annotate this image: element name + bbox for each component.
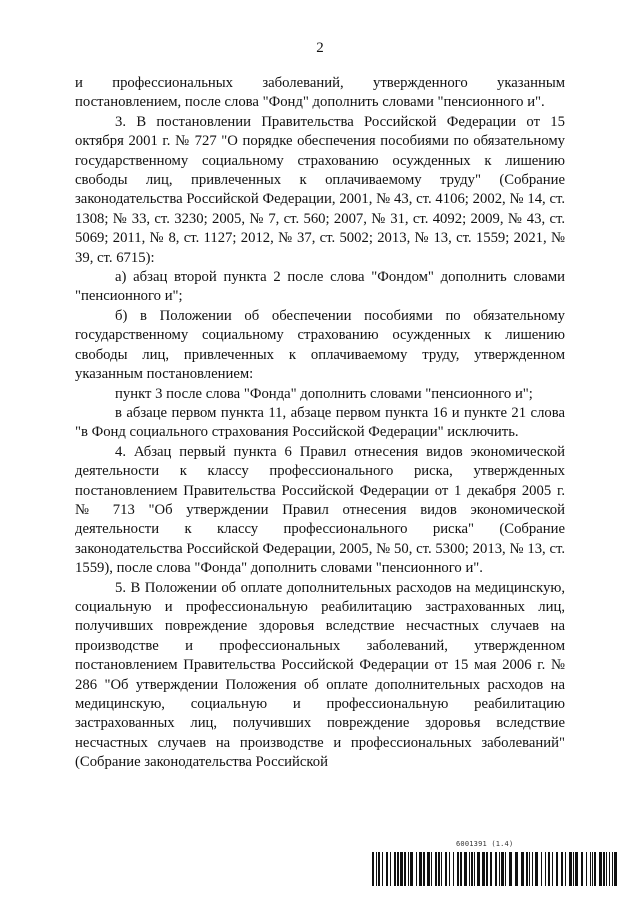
barcode-bar	[552, 852, 553, 886]
barcode-bar	[526, 852, 528, 886]
barcode-bar	[609, 852, 610, 886]
barcode-bar	[441, 852, 442, 886]
barcode-bar	[445, 852, 447, 886]
barcode-bar	[548, 852, 550, 886]
barcode-bar	[499, 852, 500, 886]
barcode-bar	[477, 852, 480, 886]
document-barcode	[372, 840, 618, 888]
barcode-bar	[541, 852, 542, 886]
barcode-bar	[495, 852, 497, 886]
barcode-bar	[586, 852, 587, 886]
barcode-bar	[575, 852, 578, 886]
barcode-bar	[490, 852, 492, 886]
barcode-bar	[599, 852, 602, 886]
barcode-bar	[386, 852, 388, 886]
barcode-bar	[573, 852, 574, 886]
barcode-bar	[453, 852, 454, 886]
barcode-bar	[505, 852, 506, 886]
paragraph-subitem-b: б) в Положении об обеспечении пособиями по обязательному государственному социальному страхованию осужденных к лишению свободы лиц, привлеченных к оплачиваемому труду, утвержденном указанным постановлением:	[75, 307, 565, 383]
paragraph-item-4: 4. Абзац первый пункта 6 Правил отнесения видов экономической деятельности к классу профессионального риска, утвержденных постановлением Правительства Российской Федерации от 1 декабря 2005 г. № 713 "Об утверждении Правил отнесения видов экономической деятельности к классу профессионального риска" (Собрание законодательства Российской Федерации, 2005, № 50, ст. 5300; 2013, № 13, ст. 1559), после слова "Фонда" дополнить словами "пенсионного и".	[75, 443, 565, 577]
barcode-bar	[372, 852, 374, 886]
barcode-bar	[535, 852, 538, 886]
barcode-bar	[404, 852, 406, 886]
barcode-bar	[457, 852, 459, 886]
barcode-bar	[382, 852, 383, 886]
barcode-bar	[474, 852, 475, 886]
barcode-bar	[482, 852, 485, 886]
barcode-bar	[400, 852, 403, 886]
barcode-graphic	[372, 852, 618, 886]
barcode-bar	[603, 852, 605, 886]
page-number: 2	[316, 40, 324, 56]
barcode-bar	[614, 852, 617, 886]
barcode-bar	[416, 852, 417, 886]
barcode-bar	[419, 852, 422, 886]
barcode-bar	[394, 852, 396, 886]
barcode-bar	[471, 852, 473, 886]
barcode-bar	[460, 852, 462, 886]
barcode-bar	[376, 852, 377, 886]
paragraph-point-3: пункт 3 после слова "Фонда" дополнить словами "пенсионного и";	[115, 385, 533, 402]
barcode-bar	[435, 852, 437, 886]
barcode-bar	[509, 852, 512, 886]
barcode-bar	[390, 852, 391, 886]
paragraph-continuation: и профессиональных заболеваний, утвержденного указанным постановлением, после слова "Фонд" дополнить словами "пенсионного и".	[75, 75, 565, 111]
barcode-bar	[431, 852, 432, 886]
barcode-bar	[606, 852, 607, 886]
barcode-bar	[561, 852, 563, 886]
barcode-bar	[565, 852, 566, 886]
barcode-bar	[581, 852, 583, 886]
barcode-bar	[521, 852, 524, 886]
barcode-bar	[427, 852, 430, 886]
barcode-bar	[378, 852, 380, 886]
barcode-bar	[556, 852, 558, 886]
barcode-bar	[397, 852, 399, 886]
barcode-bar	[515, 852, 518, 886]
barcode-bar	[438, 852, 440, 886]
barcode-bar	[469, 852, 470, 886]
barcode-bar	[464, 852, 467, 886]
paragraph-point-11: в абзаце первом пункта 11, абзаце первом пункта 16 и пункте 21 слова "в Фонд социального страхования Российской Федерации" исключить.	[75, 404, 565, 441]
barcode-bar	[486, 852, 488, 886]
barcode-caption: 6001391 (1.4)	[456, 840, 514, 848]
barcode-bar	[612, 852, 613, 886]
barcode-bar	[545, 852, 546, 886]
paragraph-item-3: 3. В постановлении Правительства Российской Федерации от 15 октября 2001 г. № 727 "О порядке обеспечения пособиями по обязательному государственному социальному страхованию осужденных к лишению свободы лиц, привлеченных к оплачиваемому труду" (Собрание законодательства Российской Федерации, 2001, № 43, ст. 4106; 2002, № 14, ст. 1308; № 33, ст. 3230; 2005, № 7, ст. 560; 2007, № 31, ст. 4092; 2009, № 43, ст. 5069; 2011, № 8, ст. 1127; 2012, № 37, ст. 5002; 2013, № 13, ст. 1559; 2021, № 39, ст. 6715):	[75, 113, 565, 266]
barcode-bar	[592, 852, 593, 886]
barcode-bar	[408, 852, 409, 886]
barcode-bar	[529, 852, 530, 886]
paragraph-item-5: 5. В Положении об оплате дополнительных расходов на медицинскую, социальную и профессиональную реабилитацию застрахованных лиц, получивших повреждение здоровья вследствие несчастных случаев на производстве и профессиональных заболеваний, утвержденном постановлением Правительства Российской Федерации от 15 мая 2006 г. № 286 "Об утверждении Положения об оплате дополнительных расходов на медицинскую, социальную и профессиональную реабилитацию застрахованных лиц, получивших повреждение здоровья вследствие несчастных случаев на производстве и профессиональных заболеваний" (Собрание законодательства Российской	[75, 579, 565, 771]
barcode-bar	[410, 852, 413, 886]
paragraph-subitem-a: а) абзац второй пункта 2 после слова "Фондом" дополнить словами "пенсионного и";	[75, 269, 565, 305]
document-body	[75, 74, 565, 773]
barcode-bar	[449, 852, 450, 886]
barcode-bar	[569, 852, 572, 886]
barcode-bar	[594, 852, 596, 886]
barcode-bar	[501, 852, 504, 886]
barcode-bar	[590, 852, 591, 886]
barcode-bar	[532, 852, 533, 886]
barcode-bar	[423, 852, 425, 886]
